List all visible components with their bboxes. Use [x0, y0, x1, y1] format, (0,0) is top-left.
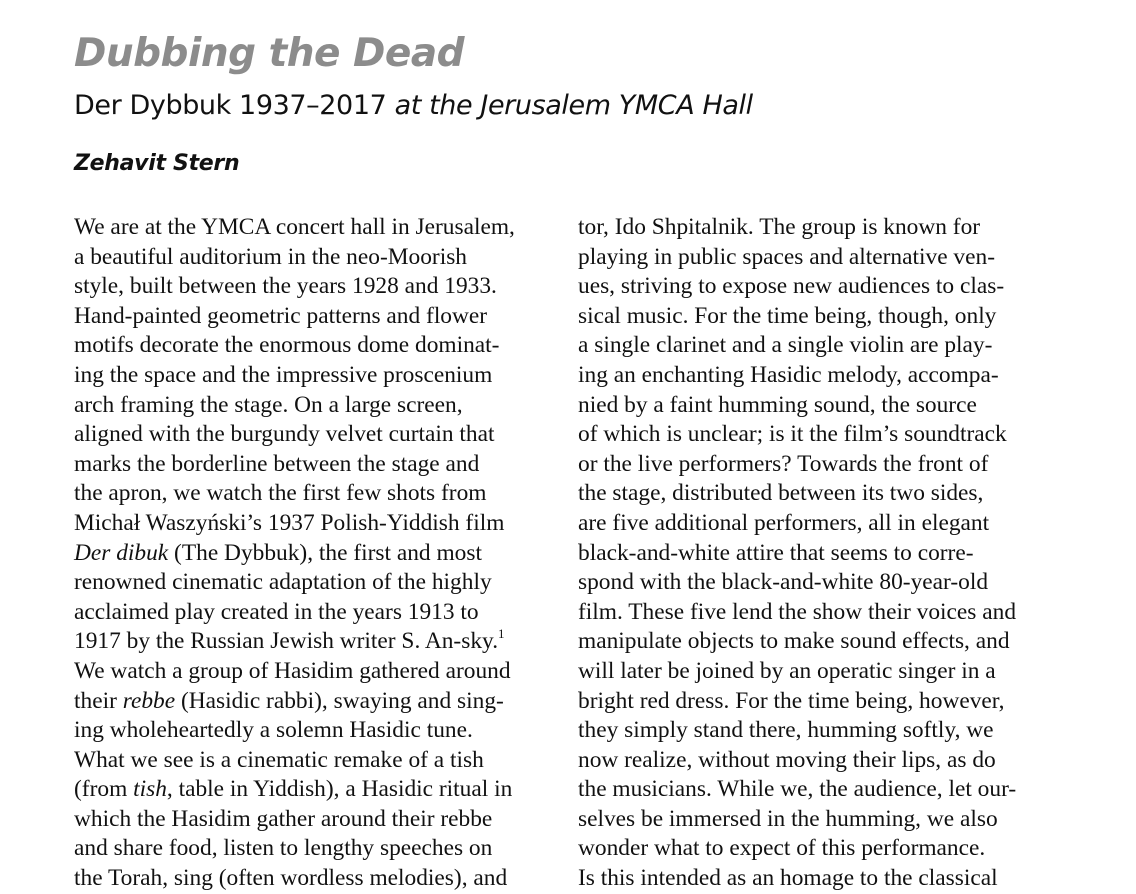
text-line — [74, 272, 515, 302]
text-line — [578, 687, 1016, 717]
text-line — [74, 805, 515, 835]
text-run: marks the borderline between the stage and — [74, 450, 480, 477]
text-line — [578, 598, 1016, 628]
text-run: or the live performers? Towards the front of — [578, 450, 989, 477]
text-run: sical music. For the time being, though, only — [578, 302, 997, 329]
text-line — [74, 479, 515, 509]
article-title: Dubbing the Dead — [74, 31, 465, 76]
text-run: ing wholeheartedly a solemn Hasidic tune. — [74, 717, 473, 744]
text-line — [74, 568, 515, 598]
text-run: black-and-white attire that seems to corre- — [578, 539, 974, 566]
text-run: arch framing the stage. On a large screen, — [74, 391, 463, 418]
text-run: the stage, distributed between its two sides, — [578, 480, 984, 507]
text-line — [74, 864, 515, 894]
text-line — [578, 657, 1016, 687]
text-run: wonder what to expect of this performance. — [578, 835, 986, 862]
text-line — [74, 775, 515, 805]
text-run: ing the space and the impressive proscenium — [74, 361, 493, 388]
text-line — [74, 391, 515, 421]
text-line — [578, 391, 1016, 421]
text-line — [578, 805, 1016, 835]
text-column-left — [74, 213, 515, 894]
footnote-ref: 1 — [498, 626, 505, 642]
text-run: We watch a group of Hasidim gathered around — [74, 657, 511, 684]
text-run: which the Hasidim gather around their rebbe — [74, 805, 493, 832]
text-line — [578, 716, 1016, 746]
text-line — [74, 657, 515, 687]
text-line — [578, 272, 1016, 302]
article-author: Zehavit Stern — [74, 151, 240, 176]
text-line — [74, 539, 515, 569]
text-run: tish — [133, 776, 167, 803]
text-run: acclaimed play created in the years 1913 to — [74, 598, 479, 625]
text-run: the apron, we watch the first few shots from — [74, 480, 487, 507]
text-line — [578, 627, 1016, 657]
text-line — [578, 834, 1016, 864]
text-run: bright red dress. For the time being, however, — [578, 687, 1005, 714]
text-line — [74, 450, 515, 480]
text-run: Der dibuk — [74, 539, 169, 566]
text-line — [74, 627, 515, 657]
text-run: a beautiful auditorium in the neo-Moorish — [74, 243, 468, 270]
text-line — [578, 509, 1016, 539]
text-line — [578, 302, 1016, 332]
text-line — [578, 746, 1016, 776]
text-run: Is this intended as an homage to the classical — [578, 865, 998, 892]
text-line — [578, 243, 1016, 273]
text-line — [74, 834, 515, 864]
text-run: now realize, without moving their lips, as do — [578, 746, 996, 773]
text-line — [578, 568, 1016, 598]
text-line — [74, 420, 515, 450]
text-run: ing an enchanting Hasidic melody, accompa- — [578, 361, 999, 388]
text-line — [578, 331, 1016, 361]
text-run: , table in Yiddish), a Hasidic ritual in — [166, 776, 513, 803]
text-line — [74, 746, 515, 776]
text-run: spond with the black-and-white 80-year-old — [578, 569, 989, 596]
text-run: Michał Waszyński’s 1937 Polish-Yiddish film — [74, 509, 505, 536]
text-run: the Torah, sing (often wordless melodies), and — [74, 865, 508, 892]
text-line — [578, 775, 1016, 805]
text-run: they simply stand there, humming softly, we — [578, 717, 994, 744]
text-run: will later be joined by an operatic singer in a — [578, 657, 996, 684]
text-line — [578, 420, 1016, 450]
text-run: are five additional performers, all in elegant — [578, 509, 990, 536]
text-line — [74, 509, 515, 539]
text-run: (from — [74, 776, 134, 803]
text-line — [74, 687, 515, 717]
subtitle-italic: at the Jerusalem YMCA Hall — [394, 90, 753, 121]
text-run: selves be immersed in the humming, we also — [578, 805, 998, 832]
text-line — [578, 479, 1016, 509]
text-run: and share food, listen to lengthy speeches on — [74, 835, 493, 862]
text-run: style, built between the years 1928 and 1933. — [74, 273, 497, 300]
text-run: Hand-painted geometric patterns and flower — [74, 302, 488, 329]
text-line — [74, 331, 515, 361]
text-run: We are at the YMCA concert hall in Jerusalem, — [74, 214, 515, 240]
text-run: a single clarinet and a single violin are play- — [578, 332, 993, 359]
text-run: 1917 by the Russian Jewish writer S. An-sky. — [74, 628, 499, 655]
text-line — [74, 598, 515, 628]
text-run: tor, Ido Shpitalnik. The group is known for — [578, 214, 981, 240]
subtitle-plain: Der Dybbuk 1937–2017 — [74, 90, 387, 121]
text-run: their — [74, 687, 123, 714]
text-line — [578, 539, 1016, 569]
text-run: ues, striving to expose new audiences to clas- — [578, 273, 1005, 300]
text-run: nied by a faint humming sound, the source — [578, 391, 977, 418]
text-run: film. These five lend the show their voices and — [578, 598, 1017, 625]
text-line — [578, 864, 1016, 894]
text-line — [578, 450, 1016, 480]
text-run: of which is unclear; is it the film’s soundtrack — [578, 421, 1007, 448]
text-run: (Hasidic rabbi), swaying and sing- — [175, 687, 504, 714]
text-line — [74, 243, 515, 273]
text-run: What we see is a cinematic remake of a tish — [74, 746, 484, 773]
text-line — [74, 361, 515, 391]
text-run: motifs decorate the enormous dome dominat- — [74, 332, 500, 359]
text-line — [578, 361, 1016, 391]
text-line — [74, 302, 515, 332]
text-line — [578, 213, 1016, 243]
text-run: aligned with the burgundy velvet curtain that — [74, 421, 495, 448]
text-run: playing in public spaces and alternative ven- — [578, 243, 995, 270]
text-run: (The Dybbuk), the first and most — [168, 539, 482, 566]
text-run: renowned cinematic adaptation of the highly — [74, 569, 492, 596]
article-subtitle — [74, 88, 753, 124]
text-line — [74, 213, 515, 243]
text-column-right — [578, 213, 1016, 894]
text-run: rebbe — [122, 687, 176, 714]
text-line — [74, 716, 515, 746]
text-run: the musicians. While we, the audience, let our- — [578, 776, 1017, 803]
text-run: manipulate objects to make sound effects, and — [578, 628, 1010, 655]
